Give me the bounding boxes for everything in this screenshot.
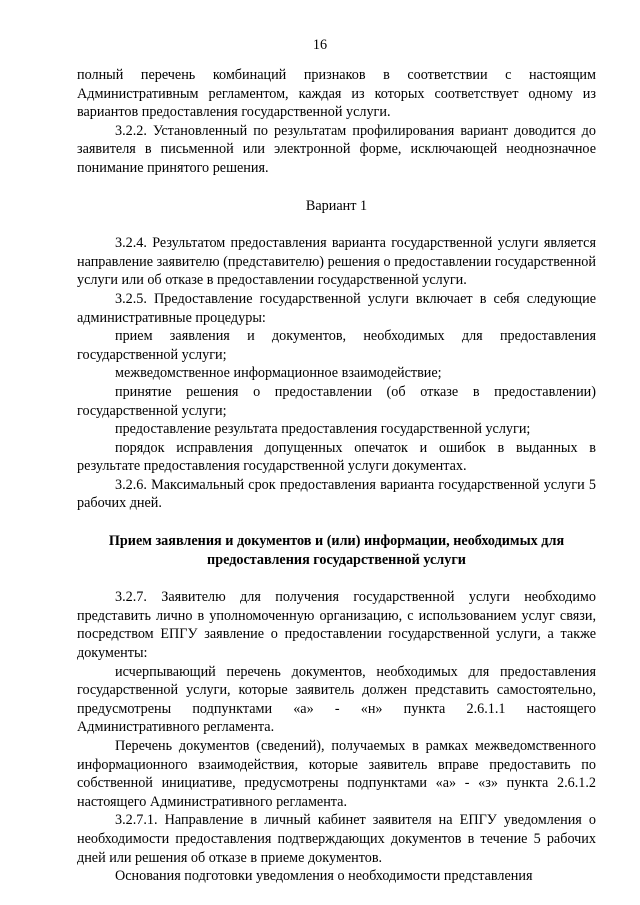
- list-item: предоставление результата предоставления государственной услуги;: [115, 421, 531, 438]
- paragraph: 3.2.7.1. Направление в личный кабинет заявителя на ЕПГУ уведомления о необходимости предоставления подтверждающих документов в течение 5 рабочих дней или решения об отказе в приеме документов.: [77, 812, 596, 866]
- document-body: [77, 66, 596, 886]
- paragraph: Перечень документов (сведений), получаемых в рамках межведомственного информационного взаимодействия, которые заявитель вправе предоставить по собственной инициативе, предусмотрены подпунктами «а» - «з» пункта 2.6.1.2 настоящего Административного регламента.: [77, 738, 596, 810]
- section-heading-variant: Вариант 1: [305, 197, 368, 214]
- list-item: межведомственное информационное взаимодействие;: [115, 365, 442, 382]
- paragraph: исчерпывающий перечень документов, необходимых для предоставления государственной услуги, которые заявитель должен представить самостоятельно, предусмотрены подпунктами «а» - «н» пункта 2.6.1.1 настоящего Административного регламента.: [77, 663, 596, 736]
- paragraph: 3.2.5. Предоставление государственной услуги включает в себя следующие административные процедуры:: [77, 290, 596, 326]
- paragraph: полный перечень комбинаций признаков в соответствии с настоящим Административным регламентом, каждая из которых соответствует одному из вариантов предоставления государственной услуги.: [77, 67, 596, 121]
- list-item: принятие решения о предоставлении (об отказе в предоставлении) государственной услуги;: [77, 383, 596, 419]
- page-number: 16: [312, 37, 328, 53]
- paragraph: 3.2.4. Результатом предоставления варианта государственной услуги является направление заявителю (представителю) решения о предоставлении государственной услуги или об отказе в предоставлении государственной услуги.: [77, 235, 596, 289]
- list-item: порядок исправления допущенных опечаток и ошибок в выданных в результате предоставления государственной услуги документах.: [77, 439, 596, 475]
- list-item: прием заявления и документов, необходимых для предоставления государственной услуги;: [77, 328, 596, 363]
- paragraph: Основания подготовки уведомления о необходимости представления: [115, 868, 533, 885]
- paragraph: 3.2.6. Максимальный срок предоставления варианта государственной услуги 5 рабочих дней.: [77, 476, 596, 512]
- paragraph: 3.2.2. Установленный по результатам профилирования вариант доводится до заявителя в письменной или электронной форме, исключающей неоднозначное понимание принятого решения.: [77, 122, 596, 176]
- paragraph: 3.2.7. Заявителю для получения государственной услуги необходимо представить лично в уполномоченную организацию, с использованием услуг связи, посредством ЕПГУ заявление о предоставлении государственной услуги, а также документы:: [77, 589, 596, 662]
- section-heading-bold: Прием заявления и документов и (или) информации, необходимых для предоставления государственной услуги: [108, 533, 565, 568]
